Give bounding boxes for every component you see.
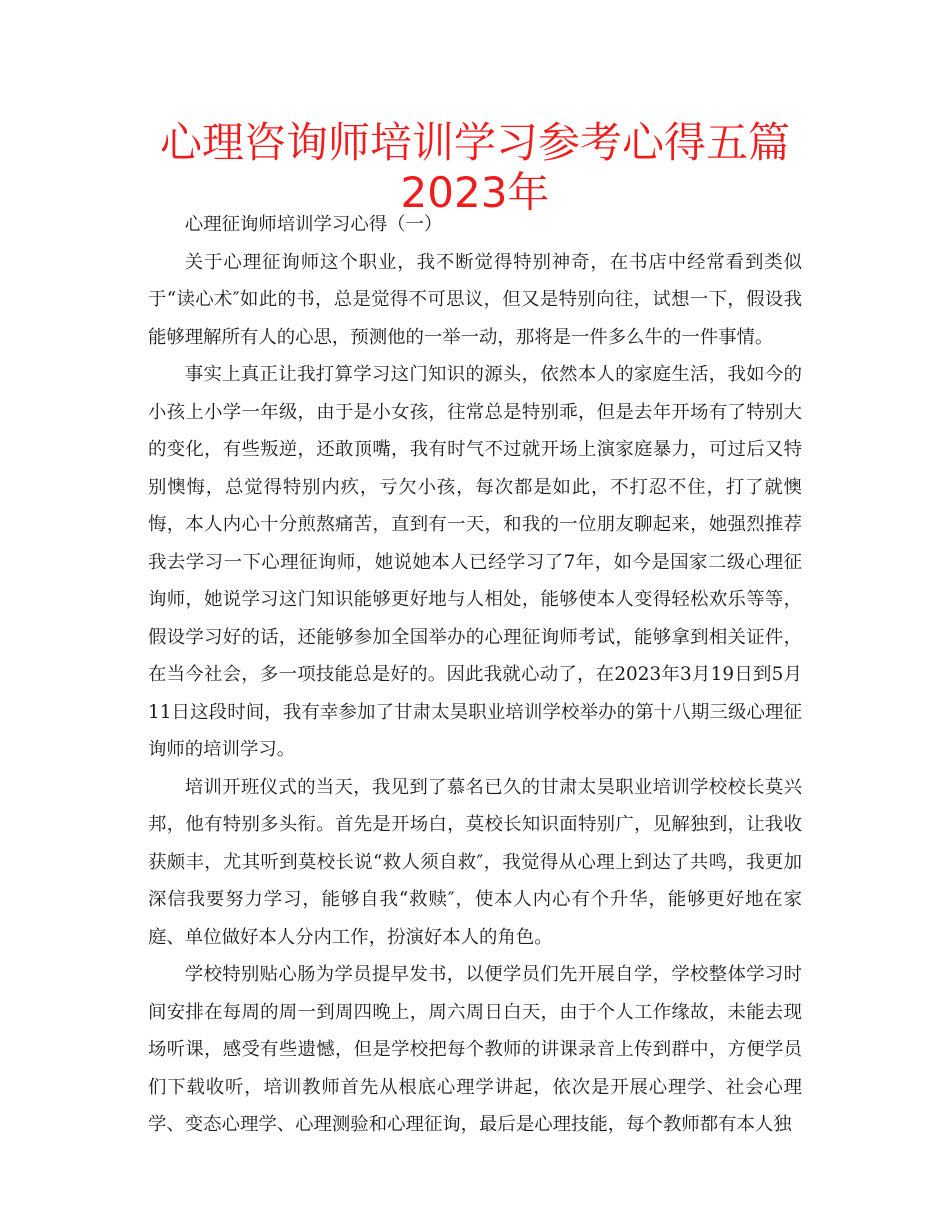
section-heading: 心理征询师培训学习心得（一） [184, 214, 443, 235]
paragraph-4: 学校特别贴心肠为学员提早发书，以便学员们先开展自学，学校整体学习时间安排在每周的周一到周四晚上，周六周日白天，由于个人工作缘故，未能去现场听课，感受有些遗憾，但是学校把每个教师的讲课录音上传到群中，方便学员们下载收听，培训教师首先从根底心理学讲起，依次是开展心理学、社会心理学、变态心理学、心理测验和心理征询，最后是心理技能，每个教师都有本人独 [148, 964, 802, 1135]
document-body [148, 206, 802, 1144]
document-title: 心理咨询师培训学习参考心得五篇2023年 [159, 118, 790, 217]
paragraph-2: 事实上真正让我打算学习这门知识的源头，依然本人的家庭生活，我如今的小孩上小学一年级，由于是小女孩，往常总是特别乖，但是去年开场有了特别大的变化，有些叛逆，还敢顶嘴，我有时气不过就开场上演家庭暴力，可过后又特别懊悔，总觉得特别内疚，亏欠小孩，每次都是如此，不打忍不住，打了就懊悔，本人内心十分煎熬痛苦，直到有一天，和我的一位朋友聊起来，她强烈推荐我去学习一下心理征询师，她说她本人已经学习了7年，如今是国家二级心理征询师，她说学习这门知识能够更好地与人相处，能够使本人变得轻松欢乐等等，假设学习好的话，还能够参加全国举办的心理征询师考试，能够拿到相关证件，在当今社会，多一项技能总是好的。因此我就心动了，在2023年3月19日到5月11日这段时间，我有幸参加了甘肃太昊职业培训学校举办的第十八期三级心理征询师的培训学习。 [148, 364, 802, 760]
paragraph-1: 关于心理征询师这个职业，我不断觉得特别神奇，在书店中经常看到类似于“读心术″如此的书，总是觉得不可思议，但又是特别向往，试想一下，假设我能够理解所有人的心思，预测他的一举一动，那将是一件多么牛的一件事情。 [148, 251, 802, 348]
paragraph-3: 培训开班仪式的当天，我见到了慕名已久的甘肃太昊职业培训学校校长莫兴邦，他有特别多头衔。首先是开场白，莫校长知识面特别广，见解独到，让我收获颇丰，尤其听到莫校长说“救人须自救″，我觉得从心理上到达了共鸣，我更加深信我要努力学习，能够自我“救赎″，使本人内心有个升华，能够更好地在家庭、单位做好本人分内工作，扮演好本人的角色。 [148, 776, 802, 948]
